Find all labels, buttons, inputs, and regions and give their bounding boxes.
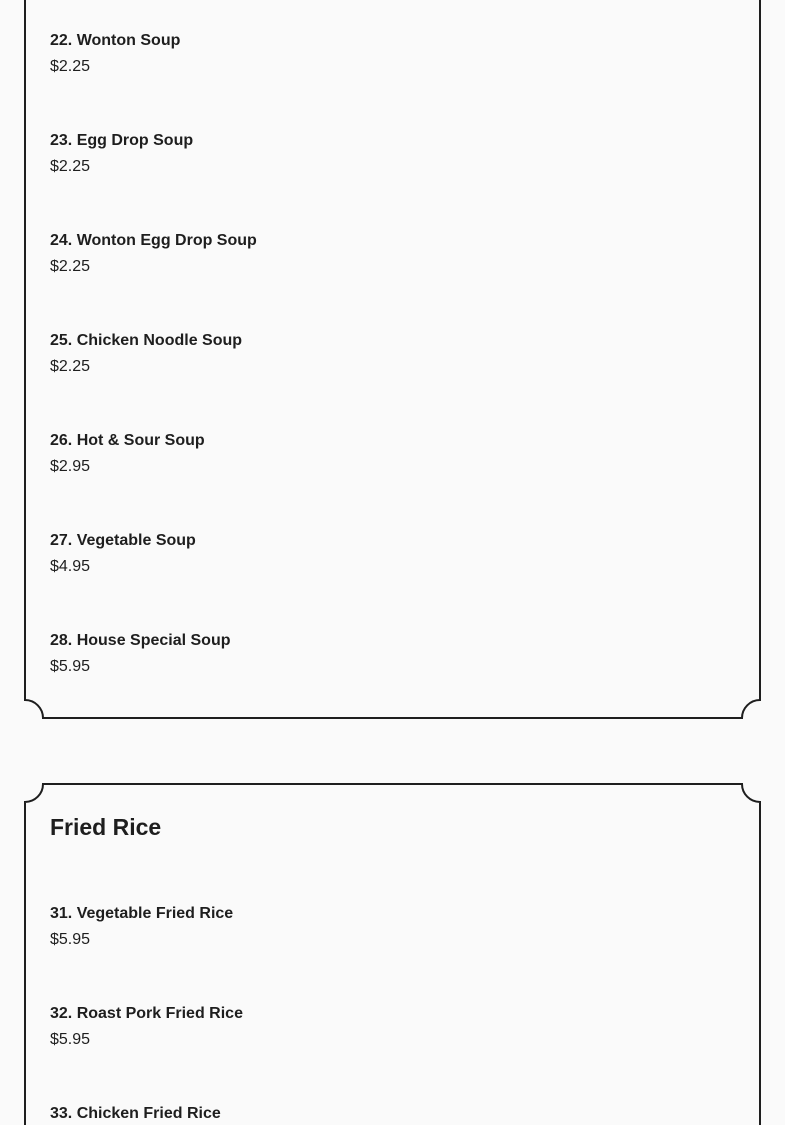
item-price: $2.25 [50,58,91,75]
item-name: 22. Wonton Soup [50,32,181,49]
item-name: 26. Hot & Sour Soup [50,432,205,449]
menu-item-vegetable-fried-rice[interactable] [50,904,650,950]
menu-item-wonton-egg-drop-soup[interactable] [50,231,650,277]
menu-item-hot-sour-soup[interactable] [50,431,650,477]
item-price: $2.25 [50,258,91,275]
item-name: 31. Vegetable Fried Rice [50,905,234,922]
item-price: $5.95 [50,1031,91,1048]
item-name: 27. Vegetable Soup [50,532,196,549]
menu-item-wonton-soup[interactable] [50,31,650,77]
item-name: 24. Wonton Egg Drop Soup [50,232,257,249]
section-title: Fried Rice [50,814,162,840]
menu-item-roast-pork-fried-rice[interactable] [50,1004,650,1050]
item-price: $2.25 [50,358,91,375]
item-name: 32. Roast Pork Fried Rice [50,1005,243,1022]
item-name: 25. Chicken Noodle Soup [50,332,243,349]
item-name: 28. House Special Soup [50,632,231,649]
menu-item-house-special-soup[interactable] [50,631,650,677]
item-name: 23. Egg Drop Soup [50,132,194,149]
menu-item-chicken-fried-rice[interactable] [50,1104,650,1125]
item-name: 33. Chicken Fried Rice [50,1105,221,1122]
fried-rice-section [24,783,761,1125]
item-price: $5.95 [50,658,91,675]
item-price: $2.95 [50,458,91,475]
menu-item-vegetable-soup[interactable] [50,531,650,577]
menu-item-chicken-noodle-soup[interactable] [50,331,650,377]
item-price: $2.25 [50,158,91,175]
soups-section [24,0,761,719]
item-price: $5.95 [50,931,91,948]
item-price: $4.95 [50,558,91,575]
menu-item-egg-drop-soup[interactable] [50,131,650,177]
